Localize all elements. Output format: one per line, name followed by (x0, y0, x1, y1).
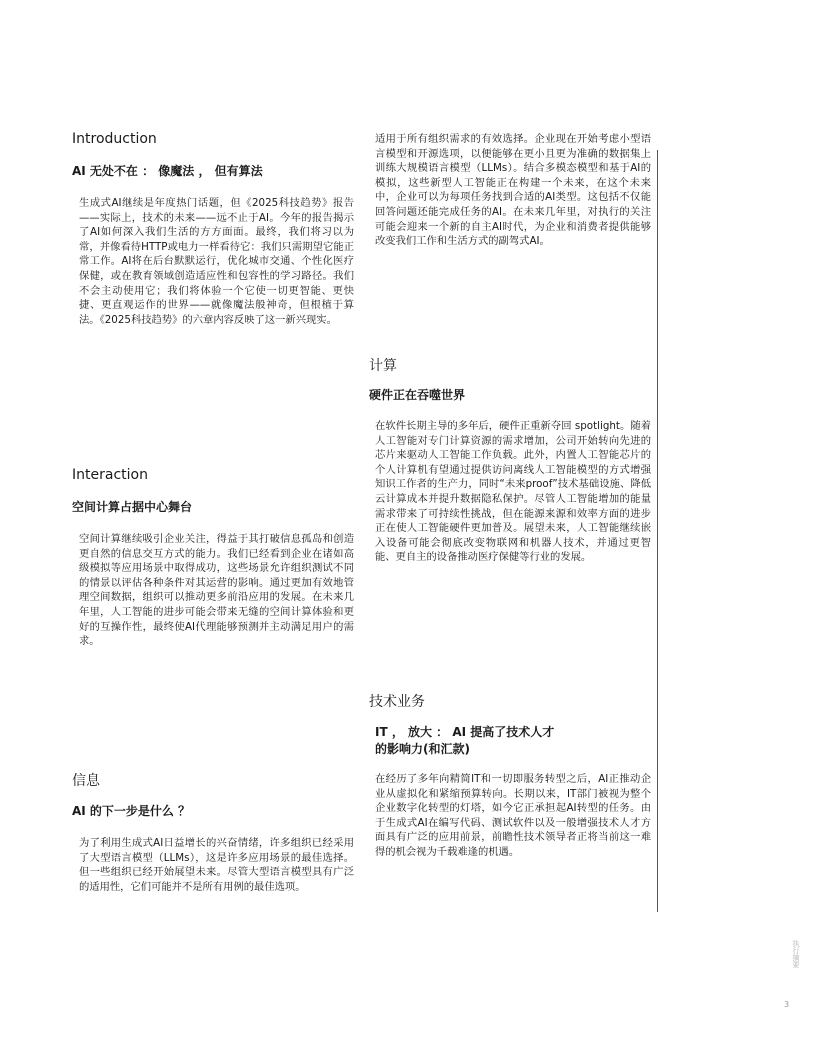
column-divider-line (657, 150, 658, 912)
interaction-subtitle: 空间计算占据中心舞台 (72, 500, 193, 514)
business-of-technology-title: 技术业务 (369, 694, 425, 710)
page-number: 3 (784, 1000, 790, 1009)
introduction-subtitle: AI 无处不在 ： 像魔法 ， 但有算法 (72, 164, 263, 178)
computation-body: 在软件长期主导的多年后，硬件正重新夺回 spotlight。随着人工智能对专门计算资源的需求增加，公司开始转向先进的芯片来驱动人工智能工作负载。此外，内置人工智能芯片的个人计算机有望通过提供访问离线人工智能模型的方式增强知识工作者的生产力，同时“未来proof”技术基础设施、降低云计算成本并提升数据隐私保护。尽管人工智能增加的能量需求带来了可持续性挑战，但在能源来源和效率方面的进步正在使人工智能硬件更加普及。展望未来，人工智能继续嵌入设备可能会彻底改变物联网和机器人技术，并通过更智能、更自主的设备推动医疗保健等行业的发展。 (375, 420, 651, 564)
information-subtitle: AI 的下一步是什么 ？ (72, 804, 191, 818)
computation-title: 计算 (369, 358, 397, 374)
business-of-technology-body: 在经历了多年向精简IT和一切即服务转型之后，AI正推动企业从虚拟化和紧缩预算转向。长期以来，IT部门被视为整个企业数字化转型的灯塔，如今它正承担起AI转型的任务。由于生成式AI在编写代码、测试软件以及一般增强技术人才方面具有广泛的应用前景，前瞻性技术领导者正将当前这一难得的机会视为千载难逢的机遇。 (375, 773, 651, 858)
business-of-technology-subtitle: IT ， 放大 ： AI 提高了技术人才的影响力(和汇款) (375, 725, 555, 756)
computation-subtitle: 硬件正在吞噬世界 (369, 388, 466, 402)
side-section-label: 执行摘要 (792, 940, 800, 968)
information-title: 信息 (72, 773, 100, 789)
interaction-title: Interaction (72, 467, 148, 483)
information-body: 为了利用生成式AI日益增长的兴奋情绪，许多组织已经采用了大型语言模型（LLMs），这是许多应用场景的最佳选择。但一些组织已经开始展望未来。尽管大型语言模型具有广泛的适用性，它们可能并不是所有用例的最佳选项。 (79, 837, 354, 893)
introduction-title: Introduction (72, 131, 157, 147)
interaction-body: 空间计算继续吸引企业关注，得益于其打破信息孤岛和创造更自然的信息交互方式的能力。我们已经看到企业在诸如高级模拟等应用场景中取得成功，这些场景允许组织测试不同的情景以评估各种条件对其运营的影响。通过更加有效地管理空间数据，组织可以推动更多前沿应用的发展。在未来几年里，人工智能的进步可能会带来无缝的空间计算体验和更好的互操作性，最终使AI代理能够预测并主动满足用户的需求。 (79, 533, 354, 648)
introduction-body: 生成式AI继续是年度热门话题，但《2025科技趋势》报告——实际上，技术的未来——远不止于AI。今年的报告揭示了AI如何深入我们生活的方方面面。最终，我们将习以为常，并像看待HTTP或电力一样看待它：我们只需期望它能正常工作。AI将在后台默默运行，优化城市交通、个性化医疗保健，或在教育领域创造适应性和包容性的学习路径。我们不会主动使用它；我们将体验一个它使一切更智能、更快捷、更直观运作的世界——就像魔法般神奇，但根植于算法。《2025科技趋势》的六章内容反映了这一新兴现实。 (79, 197, 354, 326)
information-continued-body: 适用于所有组织需求的有效选择。企业现在开始考虑小型语言模型和开源选项，以便能够在更小且更为准确的数据集上训练大规模语言模型（LLMs）。结合多模态模型和基于AI的模拟，这些新型人工智能正在构建一个未来，在这个未来中，企业可以为每项任务找到合适的AI类型。这包括不仅能回答问题还能完成任务的AI。在未来几年里，对执行的关注可能会迎来一个新的自主AI时代，为企业和消费者提供能够改变我们工作和生活方式的副驾式AI。 (375, 133, 651, 248)
